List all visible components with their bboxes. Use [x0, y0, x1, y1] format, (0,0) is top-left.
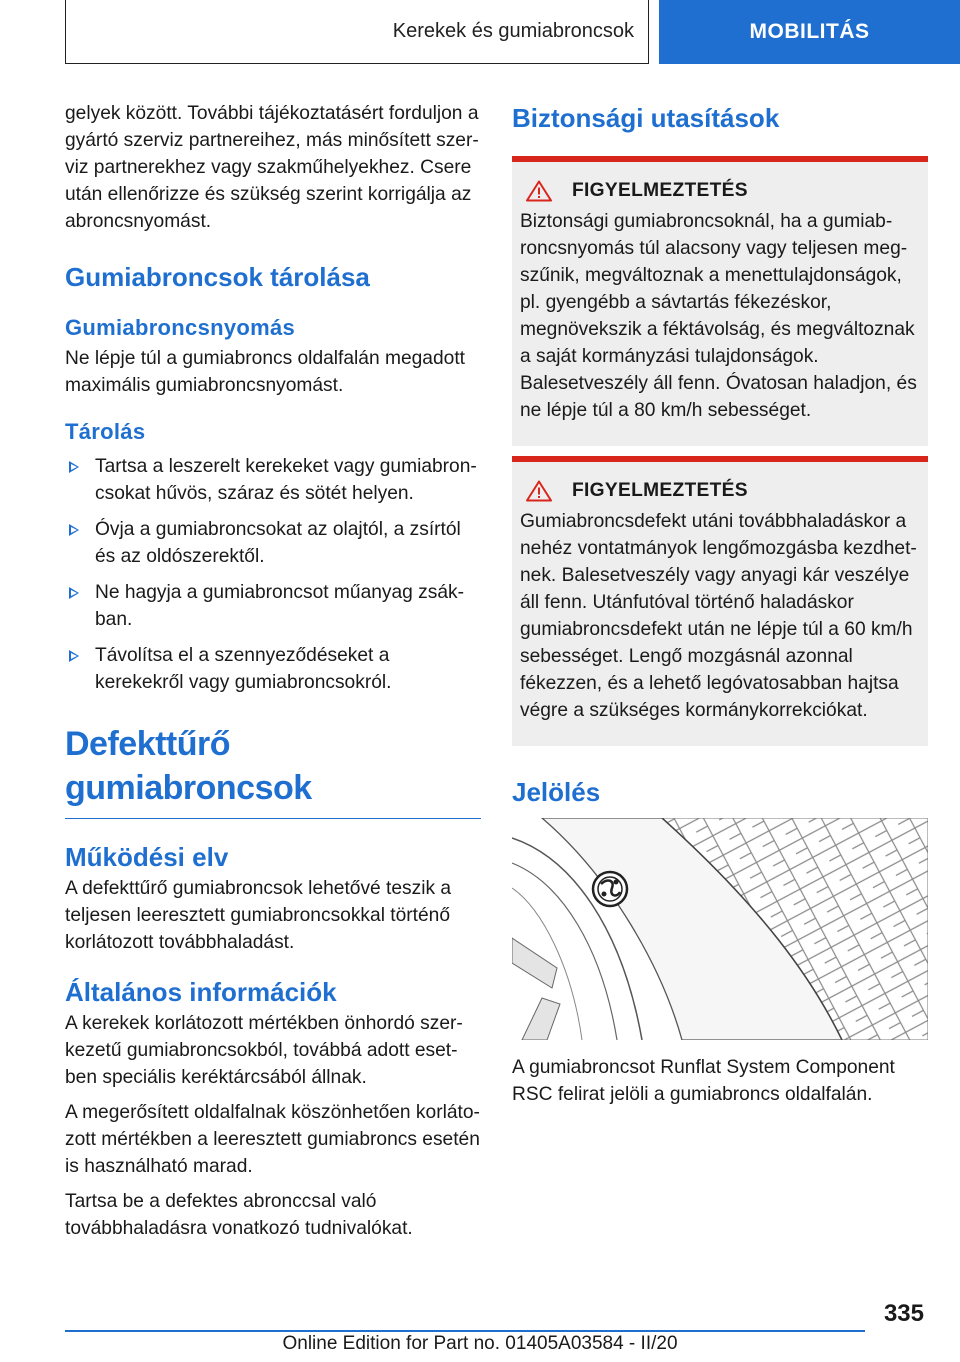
section-title-text: Kerekek és gumiabroncsok	[392, 20, 634, 42]
triangle-bullet-icon	[69, 587, 79, 599]
warning-title: FIGYELMEZTETÉS	[572, 480, 748, 501]
triangle-bullet-icon	[69, 524, 79, 536]
list-item: Távolítsa el a szennyeződéseket a kerekekről vagy gumiabroncsokról.	[65, 642, 481, 696]
header-section-title	[65, 0, 649, 64]
storage-subheading: Tárolás	[65, 419, 146, 444]
warning-title: FIGYELMEZTETÉS	[572, 180, 748, 201]
warning-header	[520, 180, 920, 202]
pressure-paragraph: Ne lépje túl a gumiabroncs oldalfalán megadott maximális gumiabroncsnyomást.	[65, 348, 465, 396]
tire-drawing	[512, 818, 928, 1040]
page-number: 335	[883, 1300, 924, 1327]
right-column	[512, 100, 928, 1116]
general-paragraph-3: Tartsa be a defektes abronccsal való továbbhaladásra vonatkozó tudnivalókat.	[65, 1191, 413, 1239]
principle-paragraph: A defekttűrő gumiabroncsok lehetővé teszik a teljesen leeresztett gumiabroncsokkal történő korlátozott továbbhaladást.	[65, 878, 452, 953]
runflat-heading: Defekttűrő gumiabroncsok	[65, 722, 481, 819]
general-heading: Általános információk	[65, 977, 337, 1007]
marking-heading: Jelölés	[512, 777, 601, 807]
warning-text: Gumiabroncsdefekt utáni továbbhaladáskor a nehéz vontatmányok lengőmozgásba kezdhetnek. Balesetveszély vagy anyagi kár veszélye áll fenn. Utánfutóval történő haladáskor gumiabroncsdefekt után ne lépje túl a 60 km/h sebességet. Lengő mozgásnál azonnal fékezzen, és a lehető legóvatosabban hajtsa végre a szükséges kormánykorrekciókat.	[520, 511, 917, 721]
header-chapter-tab[interactable]	[659, 0, 960, 64]
list-item: Ne hagyja a gumiabroncsot műanyag zsákban.	[65, 579, 481, 633]
principle-heading: Működési elv	[65, 842, 229, 872]
warning-triangle-icon	[526, 480, 552, 502]
general-paragraph-2: A megerősített oldalfalnak köszönhetően korlátozott mértékben a leeresztett gumiabroncs esetén is használható marad.	[65, 1102, 480, 1177]
general-paragraph-1: A kerekek korlátozott mértékben önhordó szerkezetű gumiabroncsokból, továbbá adott esetben speciális keréktárcsából állnak.	[65, 1013, 463, 1088]
warning-text: Biztonsági gumiabroncsoknál, ha a gumiabroncsnyomás túl alacsony vagy teljesen megszűnik, megváltoznak a menettulajdonságok, pl. gyengébb a sávtartás fékezéskor, megnövekszik a féktávolság, és megváltoznak a saját kormányzási tulajdonságok. Balesetveszély áll fenn. Óvatosan haladjon, és ne lépje túl a 80 km/h sebességet.	[520, 211, 917, 421]
triangle-bullet-icon	[69, 650, 79, 662]
warning-triangle-icon	[526, 180, 552, 202]
storage-list	[65, 453, 481, 696]
warning-header	[520, 480, 920, 502]
image-caption: A gumiabroncsot Runflat System Component RSC felirat jelöli a gumiabroncs oldalfalán.	[512, 1057, 895, 1105]
list-item: Tartsa a leszerelt kerekeket vagy gumiabroncsokat hűvös, száraz és sötét helyen.	[65, 453, 481, 507]
footer-divider	[65, 1330, 865, 1332]
intro-paragraph: gelyek között. További tájékoztatásért forduljon a gyártó szerviz partnereihez, más minősített szerviz partnerekhez vagy szakműhelyekhez. Csere után ellenőrizze és szükség szerint korrigálja az abroncsnyomást.	[65, 103, 479, 232]
triangle-bullet-icon	[69, 461, 79, 473]
footer-edition: Online Edition for Part no. 01405A03584 - II/20	[282, 1333, 678, 1354]
warning-box	[512, 456, 928, 746]
storage-heading: Gumiabroncsok tárolása	[65, 262, 370, 292]
pressure-heading: Gumiabroncsnyomás	[65, 315, 296, 340]
list-item: Óvja a gumiabroncsokat az olajtól, a zsírtól és az oldószerektől.	[65, 516, 481, 570]
safety-heading: Biztonsági utasítások	[512, 103, 780, 133]
left-column	[65, 100, 481, 1250]
chapter-title-text: MOBILITÁS	[749, 20, 870, 43]
tire-sidewall-illustration	[512, 818, 928, 1040]
warning-box	[512, 156, 928, 446]
